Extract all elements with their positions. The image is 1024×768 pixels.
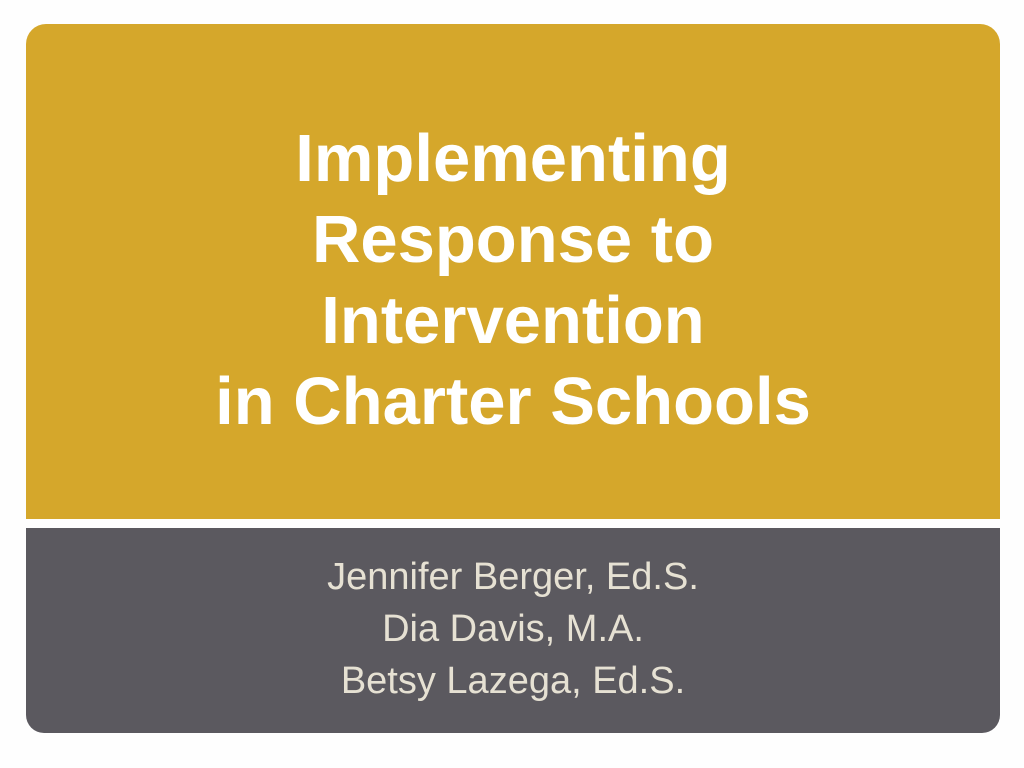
title-plate: [26, 24, 1000, 519]
slide-title-line-2: Response to: [311, 201, 715, 277]
author-line-2: Dia Davis, M.A.: [382, 608, 644, 650]
slide-title-line-1: Implementing: [295, 120, 731, 196]
author-line-3: Betsy Lazega, Ed.S.: [340, 660, 686, 702]
subtitle-band: [26, 528, 1000, 733]
slide-title-line-3: Intervention: [321, 282, 705, 358]
slide-title-line-4: in Charter Schools: [215, 363, 811, 439]
author-line-1: Jennifer Berger, Ed.S.: [327, 556, 699, 598]
